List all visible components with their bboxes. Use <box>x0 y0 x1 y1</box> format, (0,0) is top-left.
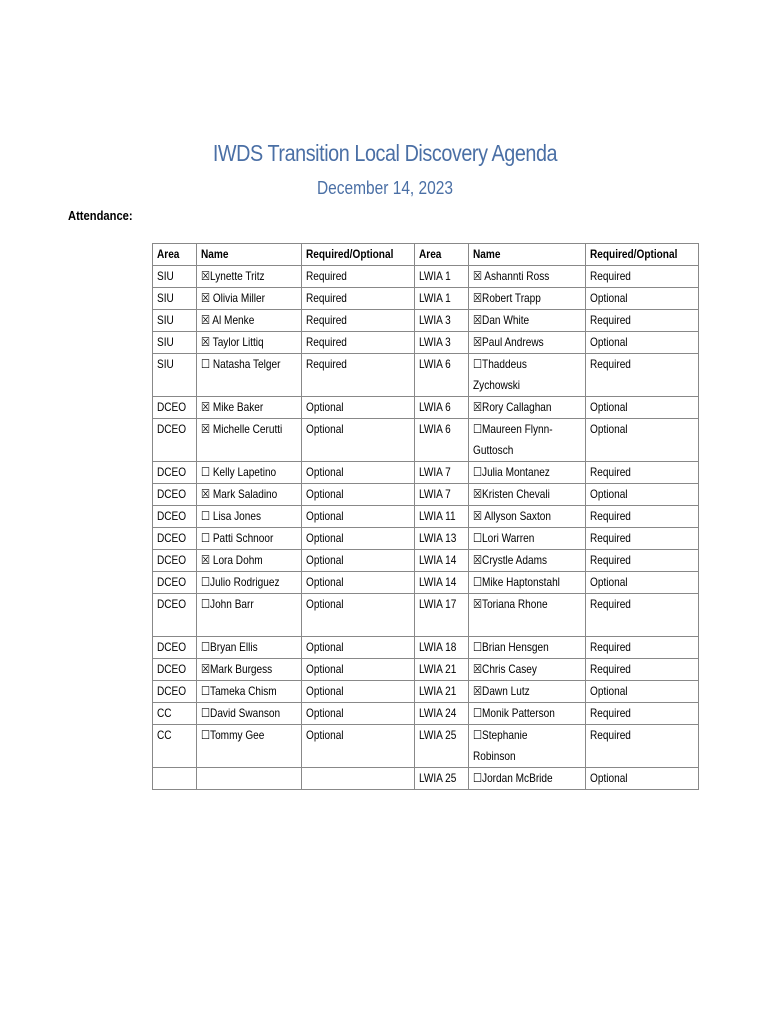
name-cell: ☒ Olivia Miller <box>196 288 302 310</box>
name-cell: ☒ Mike Baker <box>196 397 302 419</box>
required-optional-cell: Required <box>302 332 415 354</box>
document-title: IWDS Transition Local Discovery Agenda <box>212 140 558 166</box>
area-cell: LWIA 13 <box>415 528 468 550</box>
area-cell: LWIA 25 <box>415 725 468 768</box>
area-cell: LWIA 18 <box>415 637 468 659</box>
attendance-table <box>152 243 699 790</box>
name-cell: ☐Julio Rodriguez <box>196 572 302 594</box>
attendance-label: Attendance: <box>68 208 133 223</box>
table-row <box>153 506 699 528</box>
name-cell: ☒Dawn Lutz <box>468 681 585 703</box>
area-cell: DCEO <box>153 637 197 659</box>
required-optional-cell: Required <box>585 528 698 550</box>
area-cell: DCEO <box>153 681 197 703</box>
area-cell: LWIA 7 <box>415 484 468 506</box>
required-optional-cell: Optional <box>302 594 415 637</box>
table-row <box>153 572 699 594</box>
name-cell: ☐Maureen Flynn-Guttosch <box>468 419 585 462</box>
required-optional-cell: Required <box>585 506 698 528</box>
required-optional-cell: Optional <box>302 681 415 703</box>
area-cell <box>153 768 197 790</box>
name-cell: ☐Bryan Ellis <box>196 637 302 659</box>
table-row <box>153 397 699 419</box>
required-optional-cell: Optional <box>302 725 415 768</box>
required-optional-cell: Optional <box>302 506 415 528</box>
required-optional-cell: Optional <box>302 550 415 572</box>
name-cell: ☒Rory Callaghan <box>468 397 585 419</box>
name-cell: ☐Tommy Gee <box>196 725 302 768</box>
area-cell: DCEO <box>153 484 197 506</box>
required-optional-cell: Optional <box>302 659 415 681</box>
area-cell: LWIA 3 <box>415 332 468 354</box>
area-cell: SIU <box>153 310 197 332</box>
area-cell: LWIA 14 <box>415 550 468 572</box>
required-optional-cell: Required <box>585 310 698 332</box>
required-optional-cell: Optional <box>585 332 698 354</box>
table-row <box>153 550 699 572</box>
area-cell: LWIA 6 <box>415 419 468 462</box>
required-optional-cell: Optional <box>585 419 698 462</box>
header-area: Area <box>153 244 197 266</box>
header-area-2: Area <box>415 244 468 266</box>
name-cell: ☐David Swanson <box>196 703 302 725</box>
area-cell: DCEO <box>153 594 197 637</box>
table-row <box>153 332 699 354</box>
area-cell: DCEO <box>153 397 197 419</box>
required-optional-cell: Required <box>302 354 415 397</box>
area-cell: LWIA 6 <box>415 354 468 397</box>
name-cell: ☒Kristen Chevali <box>468 484 585 506</box>
name-cell: ☐ Natasha Telger <box>196 354 302 397</box>
name-cell: ☐Brian Hensgen <box>468 637 585 659</box>
name-cell: ☐ Kelly Lapetino <box>196 462 302 484</box>
required-optional-cell: Optional <box>585 572 698 594</box>
name-cell: ☒ Mark Saladino <box>196 484 302 506</box>
required-optional-cell: Required <box>302 266 415 288</box>
required-optional-cell: Required <box>585 354 698 397</box>
area-cell: LWIA 1 <box>415 288 468 310</box>
name-cell: ☐ Lisa Jones <box>196 506 302 528</box>
table-header-row <box>153 244 699 266</box>
area-cell: DCEO <box>153 462 197 484</box>
area-cell: LWIA 3 <box>415 310 468 332</box>
name-cell: ☐Tameka Chism <box>196 681 302 703</box>
required-optional-cell: Optional <box>302 462 415 484</box>
name-cell: ☒ Lora Dohm <box>196 550 302 572</box>
name-cell: ☒Paul Andrews <box>468 332 585 354</box>
table-row <box>153 484 699 506</box>
name-cell: ☐Thaddeus Zychowski <box>468 354 585 397</box>
name-cell: ☒Chris Casey <box>468 659 585 681</box>
required-optional-cell: Required <box>585 637 698 659</box>
area-cell: CC <box>153 703 197 725</box>
table-row <box>153 310 699 332</box>
required-optional-cell: Optional <box>585 681 698 703</box>
name-cell: ☐Jordan McBride <box>468 768 585 790</box>
required-optional-cell: Required <box>585 725 698 768</box>
name-cell: ☐Lori Warren <box>468 528 585 550</box>
table-row <box>153 419 699 462</box>
area-cell: LWIA 24 <box>415 703 468 725</box>
name-cell: ☐John Barr <box>196 594 302 637</box>
area-cell: LWIA 11 <box>415 506 468 528</box>
required-optional-cell: Optional <box>302 703 415 725</box>
name-cell: ☐Monik Patterson <box>468 703 585 725</box>
table-row <box>153 594 699 637</box>
area-cell: LWIA 7 <box>415 462 468 484</box>
required-optional-cell: Optional <box>585 484 698 506</box>
document-date: December 14, 2023 <box>317 178 453 198</box>
required-optional-cell: Optional <box>302 572 415 594</box>
required-optional-cell: Optional <box>302 419 415 462</box>
area-cell: SIU <box>153 266 197 288</box>
area-cell: LWIA 14 <box>415 572 468 594</box>
area-cell: SIU <box>153 288 197 310</box>
area-cell: DCEO <box>153 550 197 572</box>
name-cell: ☒Toriana Rhone <box>468 594 585 637</box>
name-cell: ☐ Patti Schnoor <box>196 528 302 550</box>
table-row <box>153 768 699 790</box>
name-cell: ☒ Al Menke <box>196 310 302 332</box>
area-cell: LWIA 21 <box>415 659 468 681</box>
area-cell: LWIA 6 <box>415 397 468 419</box>
required-optional-cell: Optional <box>585 397 698 419</box>
name-cell: ☒ Ashannti Ross <box>468 266 585 288</box>
table-row <box>153 681 699 703</box>
area-cell: SIU <box>153 332 197 354</box>
required-optional-cell: Required <box>585 266 698 288</box>
header-required-optional: Required/Optional <box>302 244 415 266</box>
name-cell: ☐Julia Montanez <box>468 462 585 484</box>
required-optional-cell: Required <box>585 462 698 484</box>
area-cell: LWIA 25 <box>415 768 468 790</box>
area-cell: DCEO <box>153 659 197 681</box>
name-cell: ☒ Taylor Littiq <box>196 332 302 354</box>
name-cell: ☒ Allyson Saxton <box>468 506 585 528</box>
header-required-optional-2: Required/Optional <box>585 244 698 266</box>
required-optional-cell: Optional <box>302 637 415 659</box>
required-optional-cell: Required <box>585 703 698 725</box>
header-name-2: Name <box>468 244 585 266</box>
table-row <box>153 266 699 288</box>
name-cell: ☒Robert Trapp <box>468 288 585 310</box>
name-cell: ☐Mike Haptonstahl <box>468 572 585 594</box>
area-cell: DCEO <box>153 572 197 594</box>
required-optional-cell: Optional <box>585 288 698 310</box>
required-optional-cell: Required <box>585 550 698 572</box>
area-cell: DCEO <box>153 506 197 528</box>
required-optional-cell: Required <box>302 288 415 310</box>
area-cell: CC <box>153 725 197 768</box>
table-row <box>153 528 699 550</box>
name-cell: ☒Dan White <box>468 310 585 332</box>
required-optional-cell: Optional <box>302 528 415 550</box>
table-row <box>153 637 699 659</box>
area-cell: DCEO <box>153 419 197 462</box>
required-optional-cell: Optional <box>302 484 415 506</box>
table-row <box>153 659 699 681</box>
table-row <box>153 703 699 725</box>
name-cell <box>196 768 302 790</box>
required-optional-cell: Optional <box>302 397 415 419</box>
required-optional-cell <box>302 768 415 790</box>
required-optional-cell: Required <box>585 594 698 637</box>
area-cell: LWIA 21 <box>415 681 468 703</box>
name-cell: ☐Stephanie Robinson <box>468 725 585 768</box>
required-optional-cell: Optional <box>585 768 698 790</box>
table-row <box>153 288 699 310</box>
name-cell: ☒Mark Burgess <box>196 659 302 681</box>
table-row <box>153 725 699 768</box>
area-cell: SIU <box>153 354 197 397</box>
area-cell: LWIA 17 <box>415 594 468 637</box>
area-cell: LWIA 1 <box>415 266 468 288</box>
table-row <box>153 354 699 397</box>
required-optional-cell: Required <box>585 659 698 681</box>
table-row <box>153 462 699 484</box>
name-cell: ☒Crystle Adams <box>468 550 585 572</box>
name-cell: ☒Lynette Tritz <box>196 266 302 288</box>
area-cell: DCEO <box>153 528 197 550</box>
name-cell: ☒ Michelle Cerutti <box>196 419 302 462</box>
header-name: Name <box>196 244 302 266</box>
required-optional-cell: Required <box>302 310 415 332</box>
